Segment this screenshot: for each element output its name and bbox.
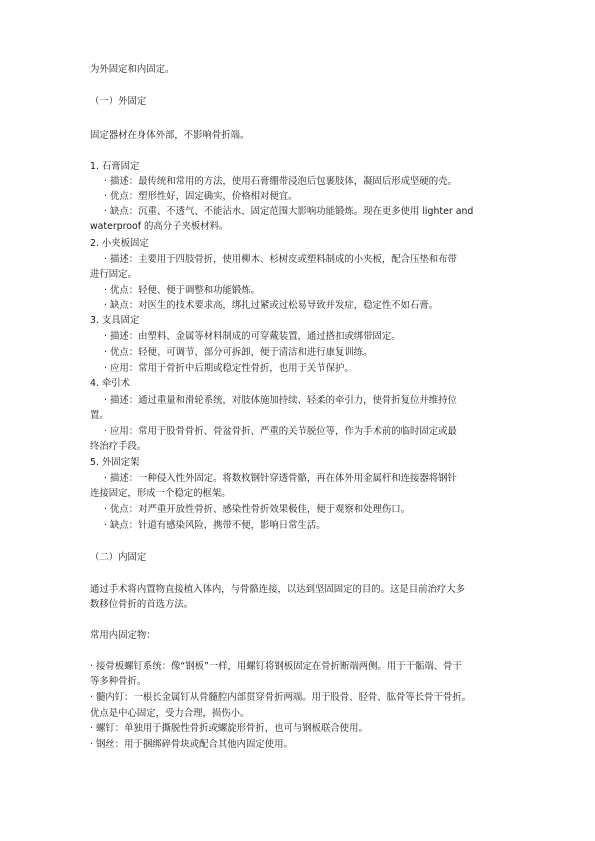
- text-line-content: 固定器材在身体外部，不影响骨折端。: [90, 130, 250, 141]
- text-line-content: · 应用：常用于骨折中后期或稳定性骨折，也用于关节保护。: [104, 363, 354, 374]
- text-line-content: waterproof 的高分子夹板材料。: [90, 221, 229, 232]
- text-line: [0, 96, 595, 108]
- text-line-content: 终治疗手段。: [90, 441, 147, 452]
- text-line: [0, 331, 595, 343]
- text-line: [0, 488, 595, 500]
- text-line: [0, 221, 595, 233]
- text-line: [0, 584, 595, 596]
- text-line: [0, 630, 595, 642]
- text-line: [0, 410, 595, 422]
- text-line-content: · 描述：通过重量和滑轮系统，对肢体施加持续、轻柔的牵引力，使骨折复位并维持位: [104, 395, 457, 406]
- text-line-content: 3. 支具固定: [90, 315, 140, 326]
- text-line: [0, 269, 595, 281]
- text-line: [0, 661, 595, 673]
- text-line-content: · 应用：常用于股骨骨折、骨盆骨折、严重的关节脱位等，作为手术前的临时固定或最: [104, 426, 457, 437]
- text-line-content: · 钢丝：用于捆绑碎骨块或配合其他内固定使用。: [90, 739, 293, 750]
- text-line-content: （一）外固定: [90, 96, 147, 107]
- text-line: [0, 692, 595, 704]
- text-line-content: · 描述：由塑料、金属等材料制成的可穿戴装置，通过搭扣或绑带固定。: [104, 331, 401, 342]
- text-line-content: 1. 石膏固定: [90, 161, 140, 172]
- text-line: [0, 315, 595, 327]
- text-line: [0, 599, 595, 611]
- text-line-content: 进行固定。: [90, 269, 137, 280]
- text-line-content: · 髓内钉：一根长金属钉从骨髓腔内部贯穿骨折两端。用于股骨、胫骨、肱骨等长骨干骨折。: [90, 692, 471, 703]
- text-line-content: · 接骨板螺钉系统：像“钢板”一样，用螺钉将钢板固定在骨折断端两侧。用于干骺端、骨干: [90, 661, 462, 672]
- text-line-content: · 缺点：针道有感染风险，携带不便，影响日常生活。: [104, 520, 326, 531]
- text-line-content: 2. 小夹板固定: [90, 238, 149, 249]
- text-line: [0, 378, 595, 390]
- text-line-content: · 缺点：对医生的技术要求高，绑扎过紧或过松易导致并发症，稳定性不如石膏。: [104, 300, 439, 311]
- text-line: [0, 238, 595, 250]
- text-line: [0, 191, 595, 203]
- text-line-content: 数移位骨折的首选方法。: [90, 599, 194, 610]
- text-line-content: 常用内固定物：: [90, 630, 156, 641]
- text-line: [0, 254, 595, 266]
- text-line: [0, 473, 595, 485]
- text-line-content: · 描述：一种侵入性外固定。将数枚钢针穿透骨骼，再在体外用金属杆和连接器将钢针: [104, 473, 457, 484]
- text-line: [0, 708, 595, 720]
- text-line-content: · 螺钉：单独用于撕脱性骨折或螺旋形骨折，也可与钢板联合使用。: [90, 723, 368, 734]
- text-line: [0, 300, 595, 312]
- text-line-content: 4. 牵引术: [90, 378, 131, 389]
- text-line: [0, 520, 595, 532]
- text-line-content: 5. 外固定架: [90, 457, 140, 468]
- text-line-content: 为外固定和内固定。: [90, 64, 175, 75]
- text-line-content: · 缺点：沉重、不透气、不能沾水、固定范围大影响功能锻炼。现在更多使用 lighter and: [104, 206, 474, 217]
- text-line-content: 连接固定，形成一个稳定的框架。: [90, 488, 231, 499]
- text-line-content: 置。: [90, 410, 109, 421]
- text-line-content: · 优点：对严重开放性骨折、感染性骨折效果极佳，便于观察和处理伤口。: [104, 504, 410, 515]
- text-line-content: · 优点：塑形性好，固定确实，价格相对便宜。: [104, 191, 298, 202]
- text-line: [0, 676, 595, 688]
- text-line: [0, 130, 595, 142]
- text-line: [0, 426, 595, 438]
- text-line-content: 通过手术将内置物直接植入体内，与骨骼连接，以达到坚固固定的目的。这是目前治疗大多: [90, 584, 466, 595]
- text-line: [0, 176, 595, 188]
- text-line: [0, 285, 595, 297]
- text-line: [0, 395, 595, 407]
- text-line-content: 等多种骨折。: [90, 676, 147, 687]
- text-line-content: · 描述：最传统和常用的方法，使用石膏绷带浸泡后包裹肢体，凝固后形成坚硬的壳。: [104, 176, 457, 187]
- text-line: [0, 739, 595, 751]
- text-line: [0, 723, 595, 735]
- text-line: [0, 161, 595, 173]
- text-line-content: · 描述：主要用于四肢骨折，使用柳木、杉树皮或塑料制成的小夹板，配合压垫和布带: [104, 254, 457, 265]
- text-line: [0, 441, 595, 453]
- text-line: [0, 363, 595, 375]
- text-line-content: · 优点：轻便、可调节、部分可拆卸，便于清洁和进行康复训练。: [104, 347, 373, 358]
- text-line: [0, 64, 595, 76]
- text-line: [0, 457, 595, 469]
- text-line-content: · 优点：轻便、便于调整和功能锻炼。: [104, 285, 260, 296]
- text-line-content: 优点是中心固定，受力合理，损伤小。: [90, 708, 250, 719]
- text-line: [0, 552, 595, 564]
- text-line: [0, 347, 595, 359]
- text-line: [0, 206, 595, 218]
- text-line-content: （二）内固定: [90, 552, 147, 563]
- text-line: [0, 504, 595, 516]
